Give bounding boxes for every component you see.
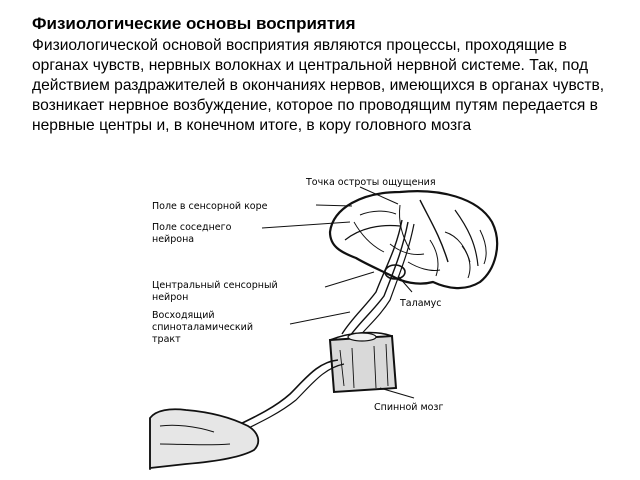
brain-illustration xyxy=(330,191,497,288)
label-ascending-tract-line2: спиноталамический xyxy=(152,322,253,333)
page-title: Физиологические основы восприятия xyxy=(32,14,356,33)
spinal-cord-illustration xyxy=(330,333,396,392)
label-neighbor-neuron-field-line2: нейрона xyxy=(152,234,195,245)
label-point-acuity: Точка остроты ощущения xyxy=(306,177,436,188)
hand-illustration xyxy=(150,409,258,470)
label-neighbor-neuron-field: Поле соседнего xyxy=(152,222,232,233)
label-ascending-tract-line3: тракт xyxy=(152,334,181,345)
label-thalamus: Таламус xyxy=(400,298,442,309)
label-central-sensory-neuron: Центральный сенсорный xyxy=(152,280,278,291)
label-ascending-tract: Восходящий xyxy=(152,310,215,321)
label-sensory-cortex-field: Поле в сенсорной коре xyxy=(152,201,268,212)
body-paragraph: Физиологической основой восприятия являются процессы, проходящие в органах чувств, нервных волокнах и центральной нервной системе. Так, под действием раздражителей в окончаниях нервов, имеющихся в органах чувств, возникает нервное возбуждение, которое по проводящим путям передается в нервные центры и, в конечном итоге, в кору головного мозга xyxy=(32,37,605,134)
label-central-sensory-neuron-line2: нейрон xyxy=(152,292,189,303)
label-spinal-cord: Спинной мозг xyxy=(374,402,444,413)
